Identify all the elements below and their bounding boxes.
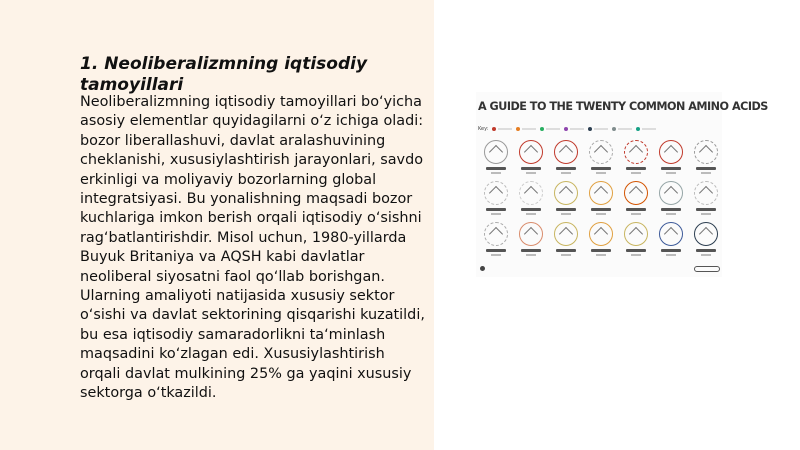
legend-line — [642, 128, 656, 130]
amino-acid-sublabel-mark — [596, 254, 606, 256]
amino-acid-sublabel-mark — [631, 254, 641, 256]
amino-acid-icon — [624, 181, 650, 218]
amino-acid-icon — [589, 181, 615, 218]
footer-logo-icon — [480, 266, 485, 271]
amino-acids-infographic — [476, 92, 768, 277]
amino-acid-label-mark — [556, 249, 576, 252]
amino-acid-label-mark — [486, 249, 506, 252]
amino-acid-label-mark — [556, 167, 576, 170]
amino-acid-sublabel-mark — [491, 213, 501, 215]
amino-acid-icon — [659, 181, 685, 218]
amino-acid-icon — [659, 140, 685, 177]
amino-acid-label-mark — [591, 167, 611, 170]
amino-acid-sublabel-mark — [596, 172, 606, 174]
amino-acid-sublabel-mark — [596, 213, 606, 215]
amino-acid-label-mark — [626, 167, 646, 170]
amino-acid-sublabel-mark — [701, 213, 711, 215]
amino-acid-icon — [519, 222, 545, 259]
amino-acid-sublabel-mark — [666, 213, 676, 215]
amino-acid-icon — [484, 181, 510, 218]
legend-swatch — [492, 127, 512, 131]
amino-acid-grid — [480, 140, 720, 258]
amino-acid-label-mark — [591, 249, 611, 252]
amino-acid-icon — [694, 222, 720, 259]
slide-title: 1. Neoliberalizmning iqtisodiy tamoyillari — [80, 54, 368, 95]
amino-acid-label-mark — [521, 208, 541, 211]
amino-acid-icon — [694, 181, 720, 218]
amino-acid-icon — [624, 140, 650, 177]
legend-line — [546, 128, 560, 130]
legend-dot-icon — [588, 127, 592, 131]
amino-acid-icon — [484, 222, 510, 259]
legend-line — [618, 128, 632, 130]
amino-acid-label-mark — [661, 208, 681, 211]
amino-acid-sublabel-mark — [666, 254, 676, 256]
amino-acid-sublabel-mark — [491, 254, 501, 256]
amino-acid-sublabel-mark — [561, 172, 571, 174]
publisher-logo-icon — [694, 266, 720, 272]
legend-swatch — [636, 127, 656, 131]
legend-dot-icon — [612, 127, 616, 131]
infographic-footer — [478, 266, 722, 272]
legend-line — [594, 128, 608, 130]
amino-acid-label-mark — [661, 249, 681, 252]
amino-acid-icon — [589, 140, 615, 177]
legend-swatch — [516, 127, 536, 131]
amino-acid-label-mark — [661, 167, 681, 170]
infographic-title: A GUIDE TO THE TWENTY COMMON AMINO ACIDS — [478, 100, 768, 113]
amino-acid-sublabel-mark — [701, 254, 711, 256]
legend-label: Key: — [478, 126, 489, 132]
amino-acid-icon — [519, 181, 545, 218]
amino-acid-label-mark — [626, 208, 646, 211]
amino-acid-label-mark — [486, 167, 506, 170]
legend-dot-icon — [516, 127, 520, 131]
amino-acid-sublabel-mark — [526, 213, 536, 215]
amino-acid-icon — [624, 222, 650, 259]
amino-acid-label-mark — [696, 167, 716, 170]
amino-acid-label-mark — [626, 249, 646, 252]
amino-acid-label-mark — [556, 208, 576, 211]
amino-acid-sublabel-mark — [491, 172, 501, 174]
legend-line — [522, 128, 536, 130]
amino-acid-icon — [659, 222, 685, 259]
amino-acid-icon — [554, 222, 580, 259]
amino-acid-icon — [484, 140, 510, 177]
amino-acid-label-mark — [486, 208, 506, 211]
amino-acid-label-mark — [696, 208, 716, 211]
legend-line — [498, 128, 512, 130]
amino-acid-label-mark — [521, 167, 541, 170]
amino-acid-label-mark — [521, 249, 541, 252]
infographic-legend — [478, 125, 722, 133]
amino-acid-sublabel-mark — [561, 213, 571, 215]
amino-acid-icon — [554, 181, 580, 218]
amino-acid-sublabel-mark — [631, 213, 641, 215]
amino-acid-icon — [694, 140, 720, 177]
amino-acid-sublabel-mark — [526, 172, 536, 174]
legend-swatch — [540, 127, 560, 131]
amino-acid-label-mark — [696, 249, 716, 252]
amino-acid-sublabel-mark — [561, 254, 571, 256]
amino-acid-icon — [519, 140, 545, 177]
legend-dot-icon — [636, 127, 640, 131]
amino-acid-sublabel-mark — [526, 254, 536, 256]
amino-acid-icon — [554, 140, 580, 177]
amino-acid-sublabel-mark — [701, 172, 711, 174]
slide-body-text: Neoliberalizmning iqtisodiy tamoyillari bo‘yicha asosiy elementlar quyidagilarni o‘z ichiga oladi: bozor liberallashuvi, davlat aralashuvining cheklanishi, xususiylashtirish jarayonlari, savdo erkinligi va moliyaviy bozorlarning global integratsiyasi. Bu yonalishning maqsadi bozor kuchlariga imkon berish orqali iqtisodiy o‘sishni rag‘batlantirishdir. Misol uchun, 1980-yillarda Buyuk Britaniya va AQSH kabi davlatlar neoliberal siyosatni faol qo‘llab borishgan. Ularning amaliyoti natijasida xususiy sektor o‘sishi va davlat sektorining qisqarishi kuzatildi, bu esa iqtisodiy samaradorlikni ta‘minlash maqsadini ko‘zlagan edi. Xususiylashtirish orqali davlat mulkining 25% ga yaqini xususiy sektorga o‘tkazildi. — [80, 94, 425, 402]
legend-dot-icon — [540, 127, 544, 131]
legend-swatch — [612, 127, 632, 131]
legend-swatch — [564, 127, 584, 131]
amino-acid-sublabel-mark — [631, 172, 641, 174]
legend-dot-icon — [564, 127, 568, 131]
legend-swatch — [588, 127, 608, 131]
legend-dot-icon — [492, 127, 496, 131]
legend-line — [570, 128, 584, 130]
amino-acid-sublabel-mark — [666, 172, 676, 174]
amino-acid-label-mark — [591, 208, 611, 211]
amino-acid-icon — [589, 222, 615, 259]
